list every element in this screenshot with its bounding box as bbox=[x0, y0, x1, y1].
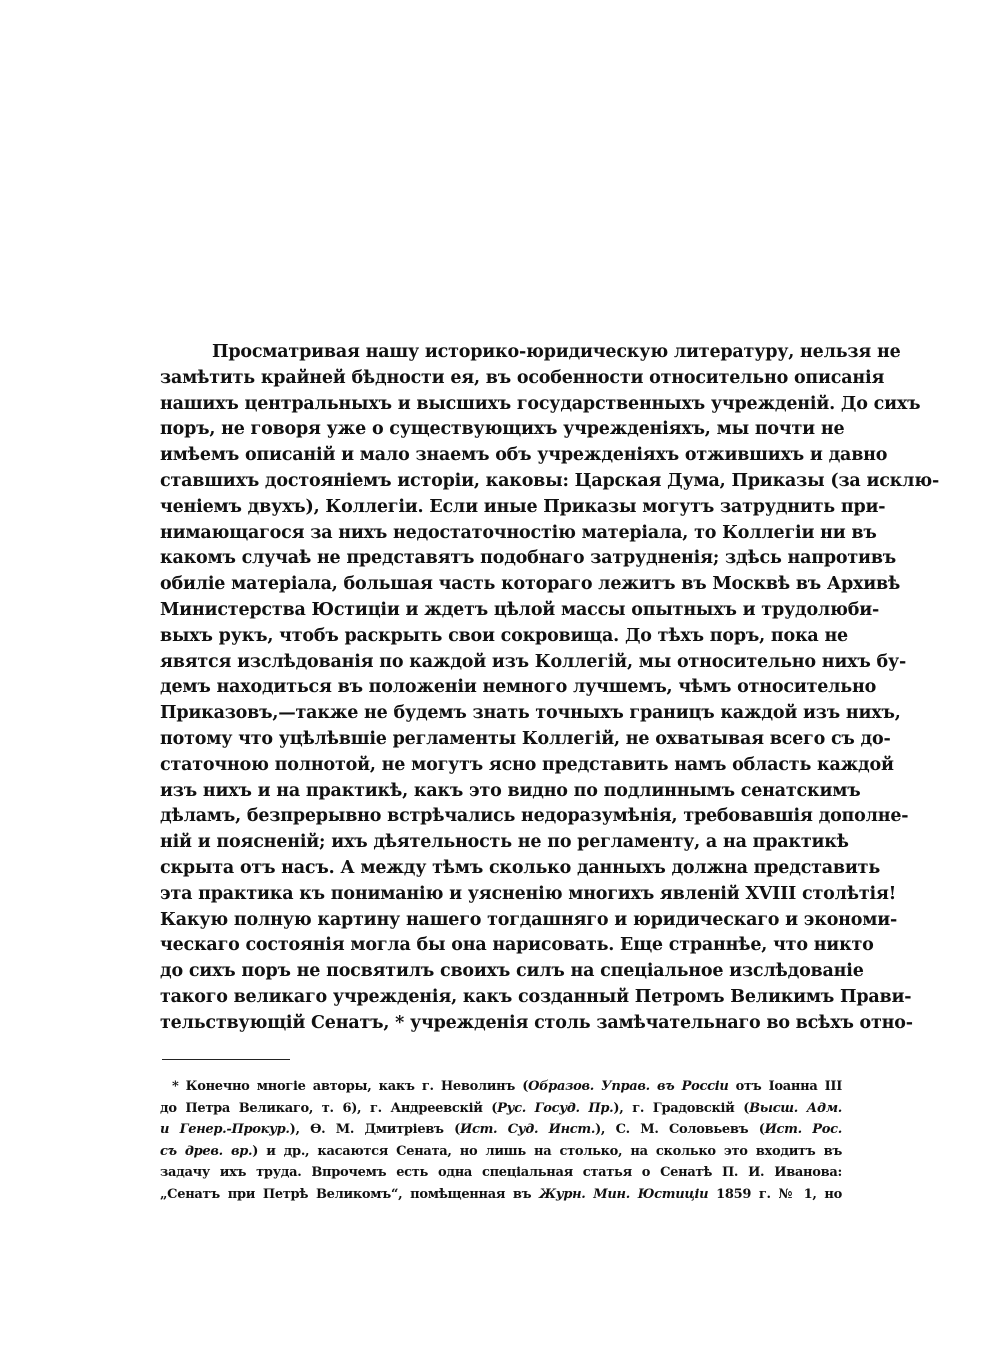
text-line: ческаго состоянія могла бы она нарисовать. Еще страннѣе, что никто bbox=[160, 935, 874, 956]
footnote-text: 1859 г. № 1, но bbox=[708, 1186, 843, 1202]
text-line: какомъ случаѣ не представятъ подобнаго затрудненія; здѣсь напротивъ bbox=[160, 548, 897, 569]
text-line: изъ нихъ и на практикѣ, какъ это видно по подлиннымъ сенатскимъ bbox=[160, 780, 861, 801]
text-line: потому что уцѣлѣвшіе регламенты Коллегій, не охватывая всего съ до- bbox=[160, 728, 891, 749]
footnote-text: до Петра Великаго, т. 6), г. Андреевскій ( bbox=[160, 1100, 498, 1116]
footnote-line bbox=[160, 1141, 842, 1163]
text-line: ченіемъ двухъ), Коллегіи. Если иные Приказы могутъ затруднить при- bbox=[160, 496, 886, 517]
footnote-text: ), Ѳ. М. Дмитріевъ ( bbox=[289, 1122, 460, 1137]
footnote-text: ), С. М. Соловьевъ ( bbox=[595, 1122, 765, 1137]
footnote-block bbox=[160, 1076, 842, 1205]
footnote-line bbox=[160, 1098, 842, 1120]
footnote-text: * Конечно многіе авторы, какъ г. Неволинъ ( bbox=[172, 1079, 529, 1094]
main-text-block bbox=[160, 340, 940, 1037]
text-line: Министерства Юстиціи и ждетъ цѣлой массы опытныхъ и трудолюби- bbox=[160, 599, 880, 620]
footnote-citation: Ист. Суд. Инст. bbox=[459, 1122, 596, 1137]
text-line: нимающагося за нихъ недостаточностію матеріала, то Коллегіи ни въ bbox=[160, 522, 877, 543]
text-line: выхъ рукъ, чтобъ раскрыть свои сокровища. До тѣхъ поръ, пока не bbox=[160, 625, 848, 646]
footnote-separator bbox=[162, 1059, 290, 1060]
footnote-citation: Высш. Адм. bbox=[749, 1100, 842, 1116]
footnote-citation: съ древ. вр. bbox=[160, 1143, 253, 1159]
text-line: тельствующій Сенатъ, * учрежденія столь замѣчательнаго во всѣхъ отно- bbox=[160, 1012, 913, 1033]
footnote-line: задачу ихъ труда. Впрочемъ есть одна спеціальная статья о Сенатѣ П. И. Иванова: bbox=[160, 1165, 842, 1180]
footnote-text: ) и др., касаются Сената, но лишь на столько, на сколько это входитъ въ bbox=[252, 1143, 842, 1159]
text-line: явятся изслѣдованія по каждой изъ Коллегій, мы относительно нихъ бу- bbox=[160, 651, 907, 672]
footnote-line bbox=[160, 1119, 842, 1141]
text-line: до сихъ поръ не посвятилъ своихъ силъ на спеціальное изслѣдованіе bbox=[160, 961, 864, 982]
text-line: имѣемъ описаній и мало знаемъ объ учрежденіяхъ отжившихъ и давно bbox=[160, 445, 888, 466]
footnote-text: „Сенатъ при Петрѣ Великомъ“, помѣщенная въ bbox=[160, 1186, 540, 1202]
footnote-text: ), г. Градовскій ( bbox=[613, 1100, 750, 1116]
footnote-citation: Ист. Рос. bbox=[764, 1122, 842, 1137]
footnote-citation: и Генер.-Прокур. bbox=[160, 1122, 290, 1137]
text-line: поръ, не говоря уже о существующихъ учрежденіяхъ, мы почти не bbox=[160, 419, 845, 440]
text-line: ставшихъ достояніемъ исторіи, каковы: Царская Дума, Приказы (за исклю- bbox=[160, 470, 940, 491]
text-line: скрыта отъ насъ. А между тѣмъ сколько данныхъ должна представить bbox=[160, 857, 880, 878]
text-line: Приказовъ,—также не будемъ знать точныхъ границъ каждой изъ нихъ, bbox=[160, 703, 901, 724]
text-line: такого великаго учрежденія, какъ созданный Петромъ Великимъ Прави- bbox=[160, 986, 912, 1007]
text-line: статочною полнотой, не могутъ ясно представить намъ область каждой bbox=[160, 754, 894, 775]
text-line: эта практика къ пониманію и уясненію многихъ явленій XVIII столѣтія! bbox=[160, 883, 897, 904]
footnote-line bbox=[160, 1076, 842, 1098]
text-line: дѣламъ, безпрерывно встрѣчались недоразумѣнія, требовавшія дополне- bbox=[160, 806, 909, 827]
text-line: обиліе матеріала, большая часть котораго лежитъ въ Москвѣ въ Архивѣ bbox=[160, 574, 901, 595]
footnote-text: отъ Іоанна III bbox=[728, 1079, 842, 1094]
text-line: Какую полную картину нашего тогдашняго и юридическаго и экономи- bbox=[160, 909, 898, 930]
text-line: замѣтить крайней бѣдности ея, въ особенности относительно описанія bbox=[160, 367, 885, 388]
footnote-line bbox=[160, 1184, 842, 1206]
footnote-citation: Журн. Мин. Юстиціи bbox=[539, 1186, 709, 1202]
text-line: демъ находиться въ положеніи немного лучшемъ, чѣмъ относительно bbox=[160, 677, 877, 698]
text-line: ній и поясненій; ихъ дѣятельность не по регламенту, а на практикѣ bbox=[160, 832, 849, 853]
text-line: нашихъ центральныхъ и высшихъ государственныхъ учрежденій. До сихъ bbox=[160, 393, 921, 414]
footnote-citation: Образов. Управ. въ Россіи bbox=[528, 1079, 729, 1094]
footnote-citation: Рус. Госуд. Пр. bbox=[497, 1100, 614, 1116]
text-line: Просматривая нашу историко-юридическую литературу, нельзя не bbox=[212, 342, 901, 362]
